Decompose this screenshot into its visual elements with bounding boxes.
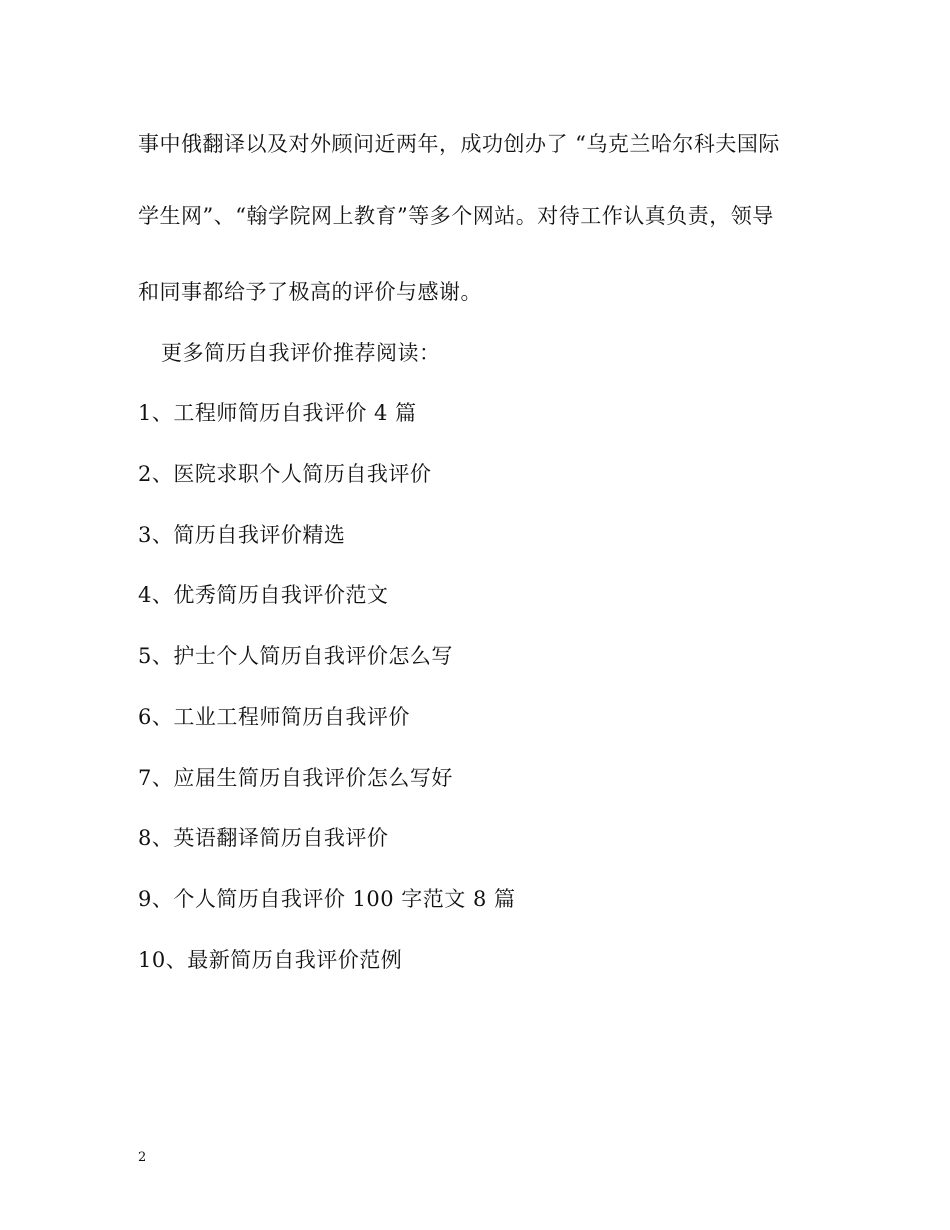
- recommended-item: 4、优秀简历自我评价范文: [138, 583, 389, 607]
- paragraph-line: 和同事都给予了极高的评价与感谢。: [138, 280, 482, 304]
- recommended-item: 5、护士个人简历自我评价怎么写: [138, 644, 453, 668]
- recommended-item: 7、应届生简历自我评价怎么写好: [138, 766, 453, 790]
- recommended-reading-heading: 更多简历自我评价推荐阅读：: [161, 341, 441, 365]
- recommended-item: 3、简历自我评价精选: [138, 523, 346, 547]
- paragraph-line: 学生网”、“翰学院网上教育”等多个网站。对待工作认真负责，领导: [138, 204, 774, 228]
- recommended-item: 8、英语翻译简历自我评价: [138, 826, 389, 850]
- page-number: 2: [138, 1150, 147, 1165]
- paragraph-line: 事中俄翻译以及对外顾问近两年，成功创办了 “乌克兰哈尔科夫国际: [138, 132, 780, 156]
- recommended-item: 2、医院求职个人简历自我评价: [138, 462, 432, 486]
- recommended-item: 10、最新简历自我评价范例: [138, 948, 403, 972]
- recommended-item: 9、个人简历自我评价 100 字范文 8 篇: [138, 887, 516, 911]
- recommended-item: 1、工程师简历自我评价 4 篇: [138, 401, 417, 425]
- recommended-item: 6、工业工程师简历自我评价: [138, 705, 410, 729]
